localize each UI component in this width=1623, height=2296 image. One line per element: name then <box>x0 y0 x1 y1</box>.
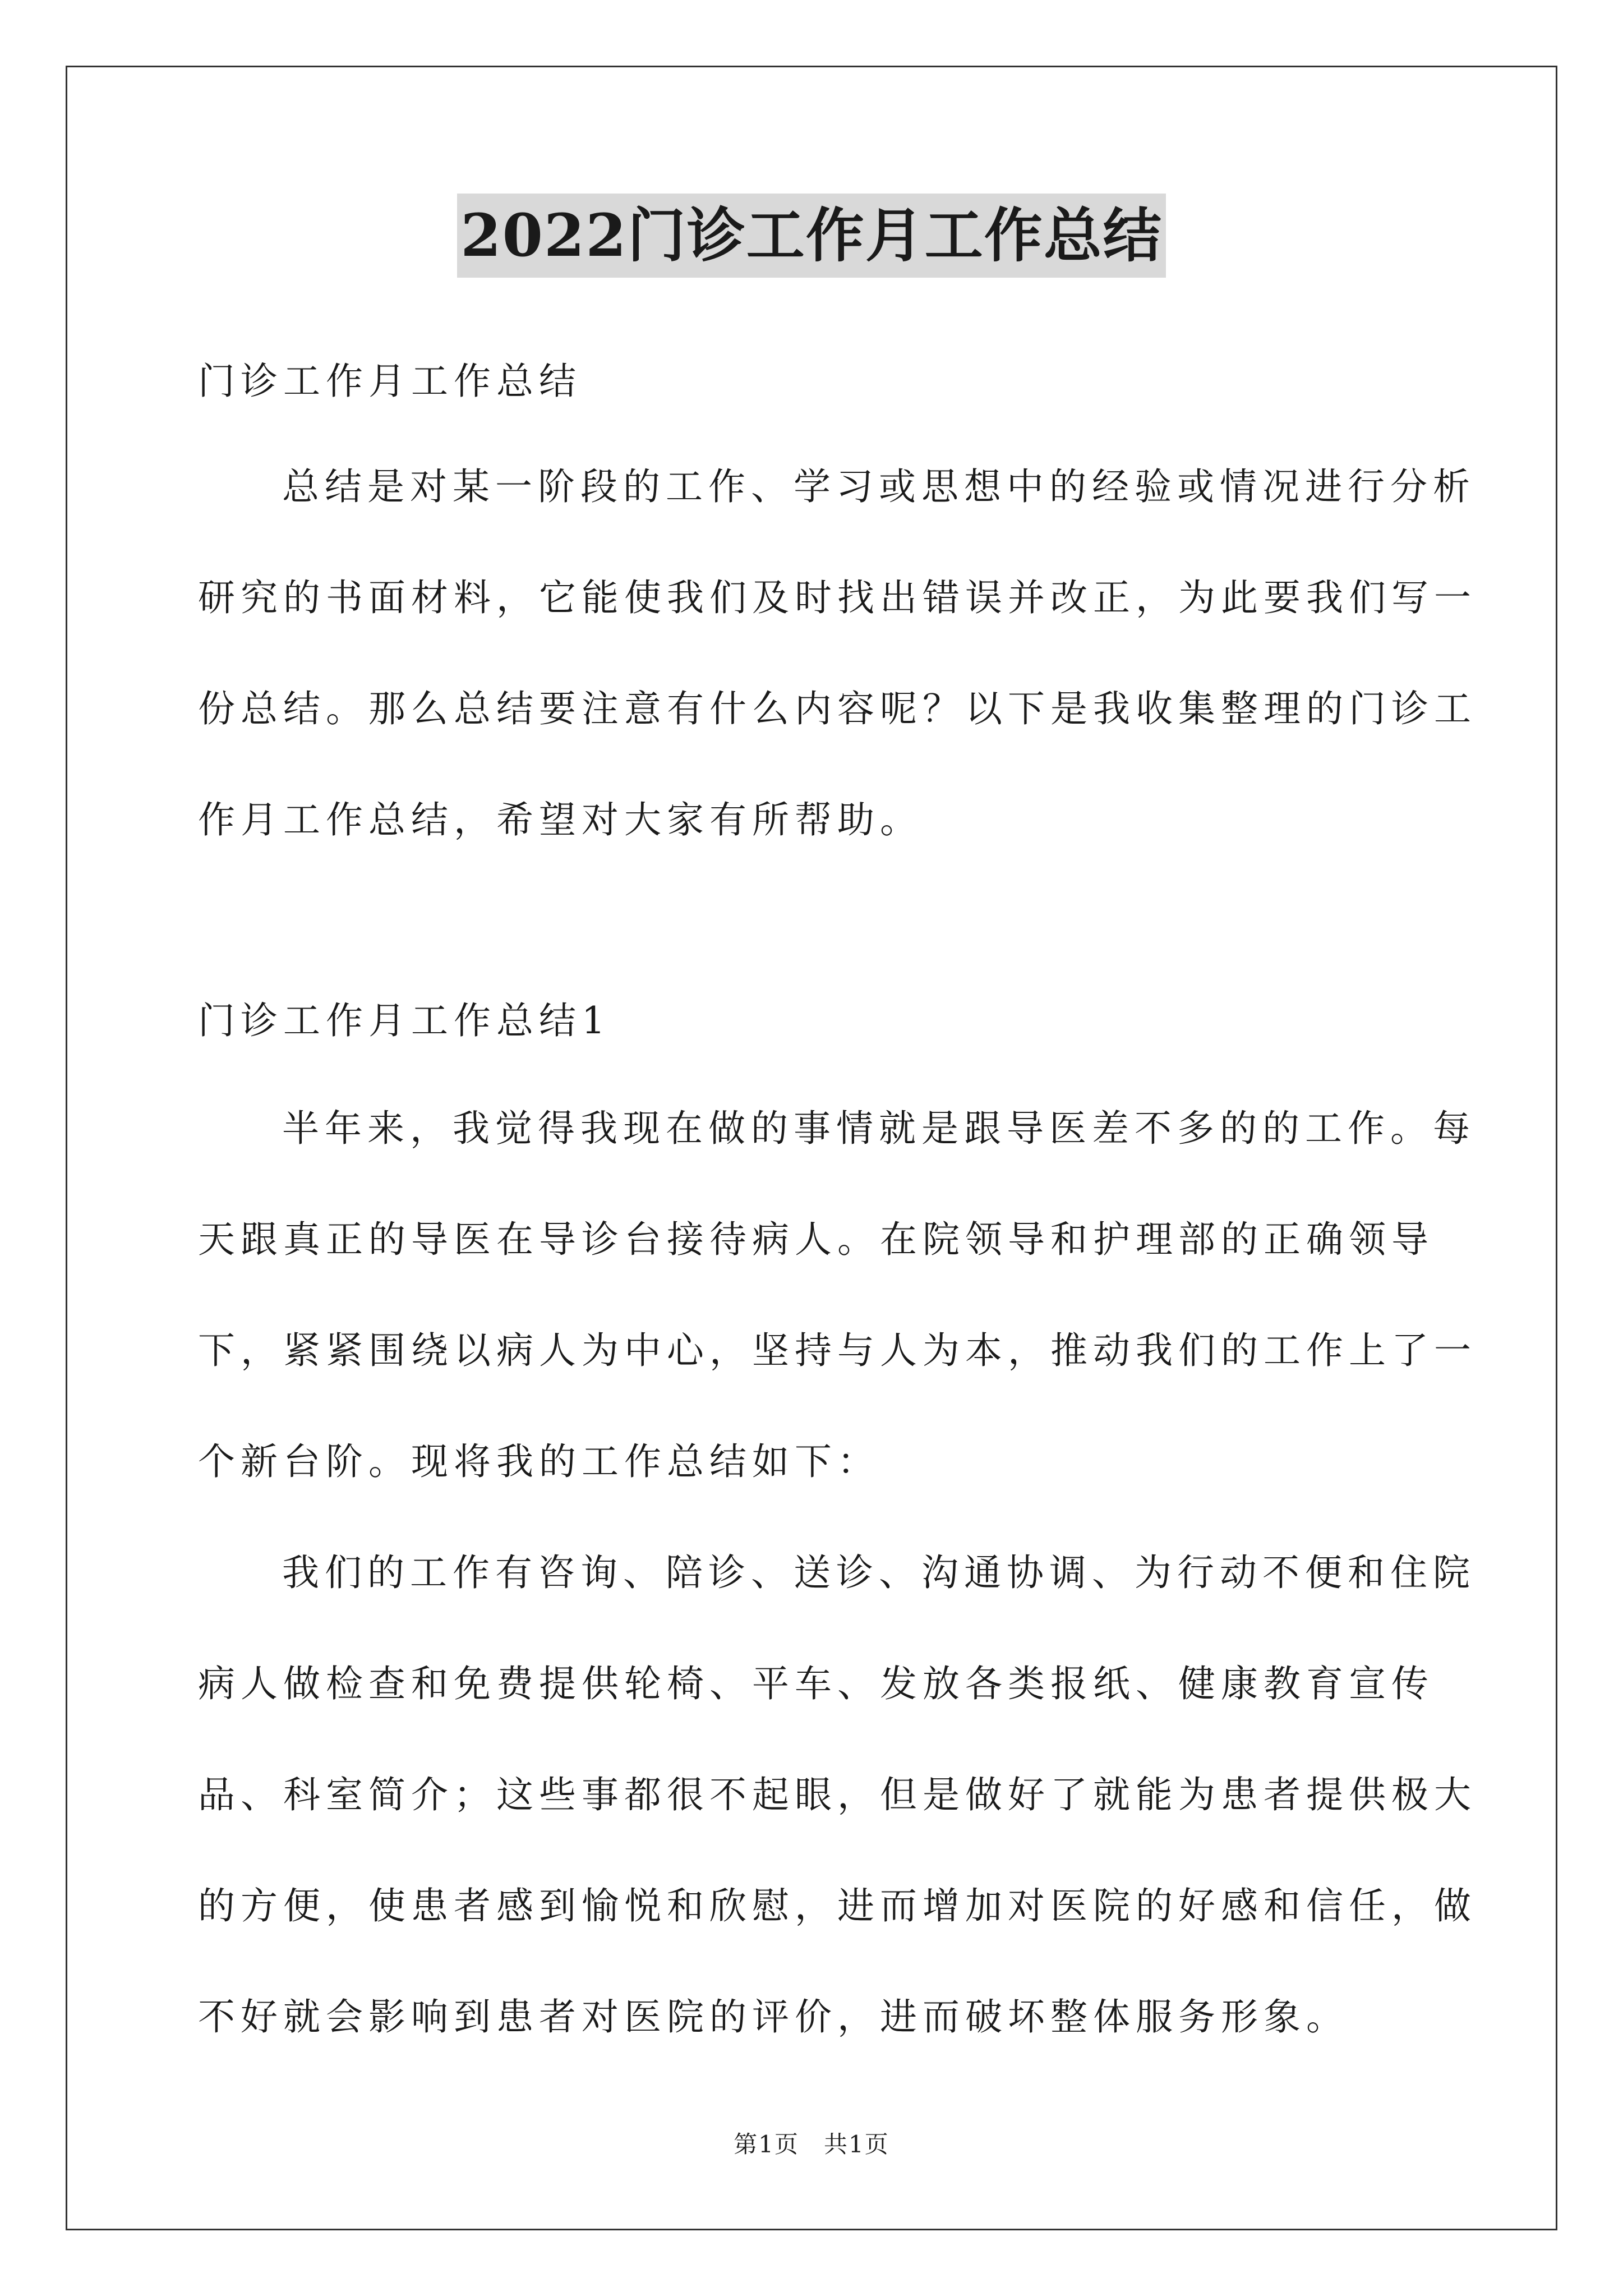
section-heading-1: 门诊工作月工作总结1 <box>198 999 611 1042</box>
title-container <box>0 194 1623 278</box>
document-subtitle: 门诊工作月工作总结 <box>198 360 582 403</box>
document-title: 2022门诊工作月工作总结 <box>457 194 1165 278</box>
section1-paragraph-1: 半年来，我觉得我现在做的事情就是跟导医差不多的的工作。每天跟真正的导医在导诊台接待病人。在院领导和护理部的正确领导下，紧紧围绕以病人为中心，坚持与人为本，推动我们的工作上了一个新台阶。现将我的工作总结如下： <box>198 1107 1477 1483</box>
page-number: 第1页 共1页 <box>734 2131 889 2158</box>
section1-paragraph-2: 我们的工作有咨询、陪诊、送诊、沟通协调、为行动不便和住院病人做检查和免费提供轮椅、平车、发放各类报纸、健康教育宣传品、科室简介；这些事都很不起眼，但是做好了就能为患者提供极大的方便，使患者感到愉悦和欣慰，进而增加对医院的好感和信任，做不好就会影响到患者对医院的评价，进而破坏整体服务形象。 <box>198 1551 1477 2039</box>
intro-paragraph: 总结是对某一阶段的工作、学习或思想中的经验或情况进行分析研究的书面材料，它能使我们及时找出错误并改正，为此要我们写一份总结。那么总结要注意有什么内容呢？以下是我收集整理的门诊工作月工作总结，希望对大家有所帮助。 <box>198 465 1477 841</box>
